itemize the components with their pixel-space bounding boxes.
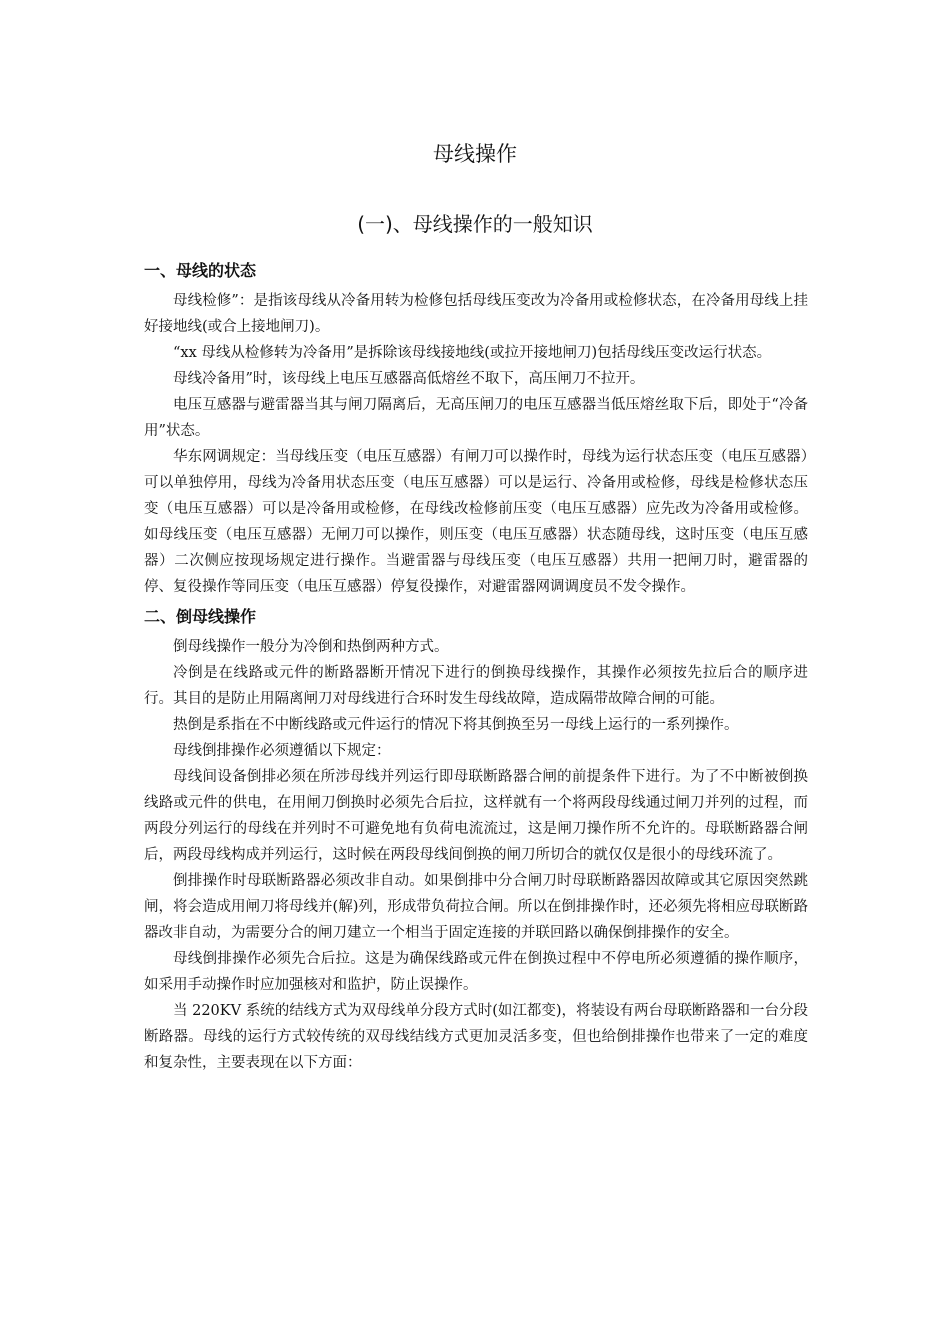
paragraph: “xx 母线从检修转为冷备用”是拆除该母线接地线(或拉开接地闸刀)包括母线压变改运行状态。 [173,345,772,361]
document-subtitle: (一)、母线操作的一般知识 [357,212,593,236]
section-bus-transfer [144,604,808,1076]
paragraph: 母线检修”：是指该母线从冷备用转为检修包括母线压变改为冷备用或检修状态，在冷备用母线上挂好接地线(或合上接地闸刀)。 [144,293,808,335]
section-heading: 一、母线的状态 [144,261,257,280]
paragraph: 母线间设备倒排必须在所涉母线并列运行即母联断路器合闸的前提条件下进行。为了不中断被倒换线路或元件的供电，在用闸刀倒换时必须先合后拉，这样就有一个将两段母线通过闸刀并列的过程，而两段分列运行的母线在并列时不可避免地有负荷电流流过，这是闸刀操作所不允许的。母联断路器合闸后，两段母线构成并列运行，这时候在两段母线间倒换的闸刀所切合的就仅仅是很小的母线环流了。 [144,769,808,863]
paragraph: 母线倒排操作必须遵循以下规定： [173,743,391,759]
paragraph: 华东网调规定：当母线压变（电压互感器）有闸刀可以操作时，母线为运行状态压变（电压互感器）可以单独停用，母线为冷备用状态压变（电压互感器）可以是运行、冷备用或检修，母线是检修状态压变（电压互感器）可以是冷备用或检修，在母线改检修前压变（电压互感器）应先改为冷备用或检修。如母线压变（电压互感器）无闸刀可以操作，则压变（电压互感器）状态随母线，这时压变（电压互感器）二次侧应按现场规定进行操作。当避雷器与母线压变（电压互感器）共用一把闸刀时，避雷器的停、复役操作等同压变（电压互感器）停复役操作，对避雷器网调调度员不发令操作。 [144,449,808,595]
document-title: 母线操作 [433,142,517,166]
paragraph: 母线冷备用”时，该母线上电压互感器高低熔丝不取下，高压闸刀不拉开。 [173,371,645,387]
paragraph: 电压互感器与避雷器当其与闸刀隔离后，无高压闸刀的电压互感器当低压熔丝取下后，即处于“冷备用”状态。 [144,397,808,439]
paragraph: 当 220KV 系统的结线方式为双母线单分段方式时(如江都变)，将装设有两台母联断路器和一台分段断路器。母线的运行方式较传统的双母线结线方式更加灵活多变，但也给倒排操作也带来了一定的难度和复杂性，主要表现在以下方面： [144,1003,809,1071]
document-body [144,258,808,1076]
paragraph: 倒母线操作一般分为冷倒和热倒两种方式。 [173,639,449,655]
section-bus-status [144,258,808,600]
paragraph: 倒排操作时母联断路器必须改非自动。如果倒排中分合闸刀时母联断路器因故障或其它原因突然跳闸，将会造成用闸刀将母线并(解)列，形成带负荷拉合闸。所以在倒排操作时，还必须先将相应母联断路器改非自动，为需要分合的闸刀建立一个相当于固定连接的并联回路以确保倒排操作的安全。 [144,873,808,941]
paragraph: 热倒是系指在不中断线路或元件运行的情况下将其倒换至另一母线上运行的一系列操作。 [173,717,739,733]
paragraph: 母线倒排操作必须先合后拉。这是为确保线路或元件在倒换过程中不停电所必须遵循的操作顺序，如采用手动操作时应加强核对和监护，防止误操作。 [144,951,808,993]
section-heading: 二、倒母线操作 [144,607,257,626]
paragraph: 冷倒是在线路或元件的断路器断开情况下进行的倒换母线操作，其操作必须按先拉后合的顺序进行。其目的是防止用隔离闸刀对母线进行合环时发生母线故障，造成隔带故障合闸的可能。 [144,665,808,707]
